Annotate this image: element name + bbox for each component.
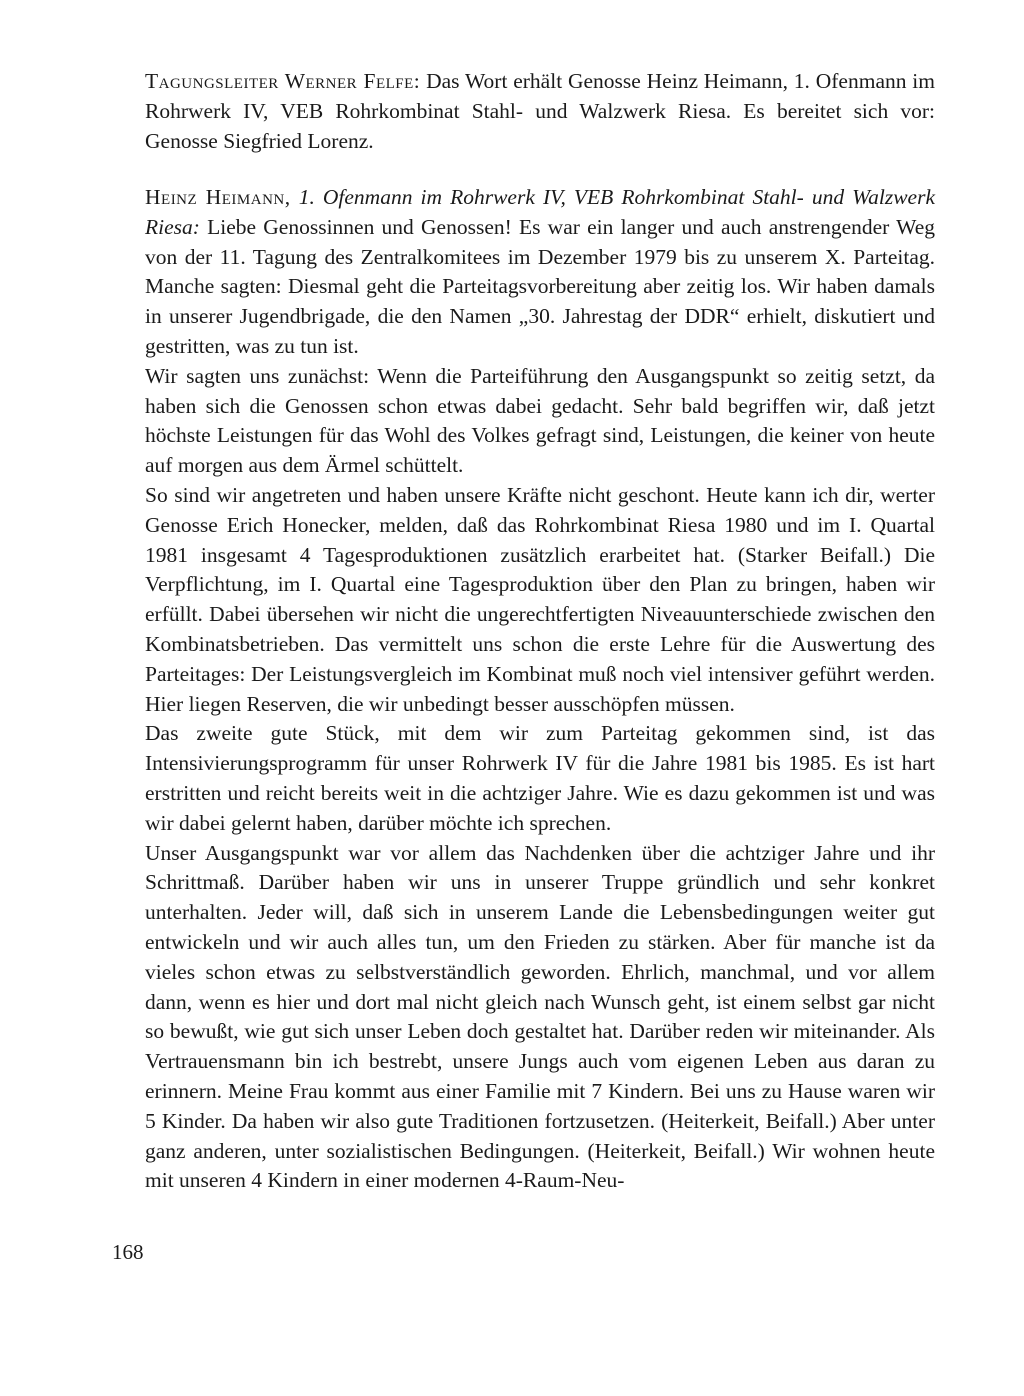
speech-paragraph-3: So sind wir angetreten und haben unsere Kräfte nicht geschont. Heute kann ich dir, werter Genosse Erich Honecker, melden, daß das Rohrkombinat Riesa 1980 und im I. Quartal 1981 insgesamt 4 Tagesproduktionen zusätzlich erarbeitet hat. (Starker Beifall.) Die Verpflichtung, im I. Quartal eine Tagesproduktion über den Plan zu bringen, haben wir erfüllt. Dabei übersehen wir nicht die ungerechtfertigten Niveauunterschiede zwischen den Kombinatsbetrieben. Das vermittelt uns schon die erste Lehre für die Auswertung des Parteitages: Der Leistungsvergleich im Kombinat muß noch viel intensiver geführt werden. Hier liegen Reserven, die wir unbedingt besser ausschöpfen müssen. bbox=[145, 482, 935, 716]
intro-speaker: Tagungsleiter Werner Felfe: bbox=[145, 69, 421, 93]
speech-paragraph-text: Liebe Genossinnen und Genossen! Es war ein langer und auch anstrengender Weg von der 11. Tagung des Zentralkomitees im Dezember 1979 bis zu unserem X. Parteitag. Manche sagten: Diesmal geht die Parteitagsvorbereitung aber zeitig los. Wir haben damals in unserer Jugendbrigade, die den Namen „30. Jahrestag der DDR“ erhielt, diskutiert und gestritten, was zu tun ist. bbox=[145, 214, 935, 358]
page-number: 168 bbox=[112, 1240, 144, 1264]
speech-paragraph-4: Das zweite gute Stück, mit dem wir zum Parteitag gekommen sind, ist das Intensivierungsprogramm für unser Rohrwerk IV für die Jahre 1981 bis 1985. Es ist hart erstritten und reicht bereits weit in die achtziger Jahre. Wie es dazu gekommen ist und was wir dabei gelernt haben, darüber möchte ich sprechen. bbox=[145, 721, 935, 835]
speech-paragraph-1 bbox=[145, 183, 935, 362]
speech-speaker: Heinz Heimann, bbox=[145, 185, 291, 209]
speech-paragraph-2: Wir sagten uns zunächst: Wenn die Parteiführung den Ausgangspunkt so zeitig setzt, da haben sich die Genossen schon etwas dabei gedacht. Sehr bald begriffen wir, daß jetzt höchste Leistungen für das Wohl des Volkes gefragt sind, Leistungen, die keiner von heute auf morgen aus dem Ärmel schüttelt. bbox=[145, 363, 935, 478]
intro-line bbox=[145, 67, 935, 156]
speech-paragraph-5: Unser Ausgangspunkt war vor allem das Nachdenken über die achtziger Jahre und ihr Schrittmaß. Darüber haben wir uns in unserer Truppe gründlich und sehr konkret unterhalten. Jeder will, daß sich in unserem Lande die Lebensbedingungen weiter gut entwickeln und wir auch alles tun, um den Frieden zu stärken. Aber für manche ist da vieles schon etwas zu selbstverständlich geworden. Ehrlich, manchmal, und vor allem dann, wenn es hier und dort mal nicht gleich nach Wunsch geht, ist einem selbst gar nicht so bewußt, wie gut sich unser Leben doch gestaltet hat. Darüber reden wir miteinander. Als Vertrauensmann bin ich bestrebt, unsere Jungs auch vom eigenen Leben aus daran zu erinnern. Meine Frau kommt aus einer Familie mit 7 Kindern. Bei uns zu Hause waren wir 5 Kinder. Da haben wir also gute Traditionen fortzusetzen. (Heiterkeit, Beifall.) Aber unter ganz anderen, unter sozialistischen Bedingungen. (Heiterkeit, Beifall.) Wir wohnen heute mit unseren 4 Kindern in einer modernen 4-Raum-Neu- bbox=[145, 840, 935, 1193]
speech-role: 1. Ofenmann im Rohrwerk IV, VEB Rohrkombinat Stahl- und Walzwerk Riesa: bbox=[145, 185, 935, 239]
intro-paragraph bbox=[145, 67, 935, 156]
speech-body bbox=[145, 183, 935, 1196]
intro-text: Das Wort erhält Genosse Heinz Heimann, 1. Ofenmann im Rohrwerk IV, VEB Rohrkombinat Stahl- und Walzwerk Riesa. Es bereitet sich vor: Genosse Siegfried Lorenz. bbox=[145, 69, 936, 153]
